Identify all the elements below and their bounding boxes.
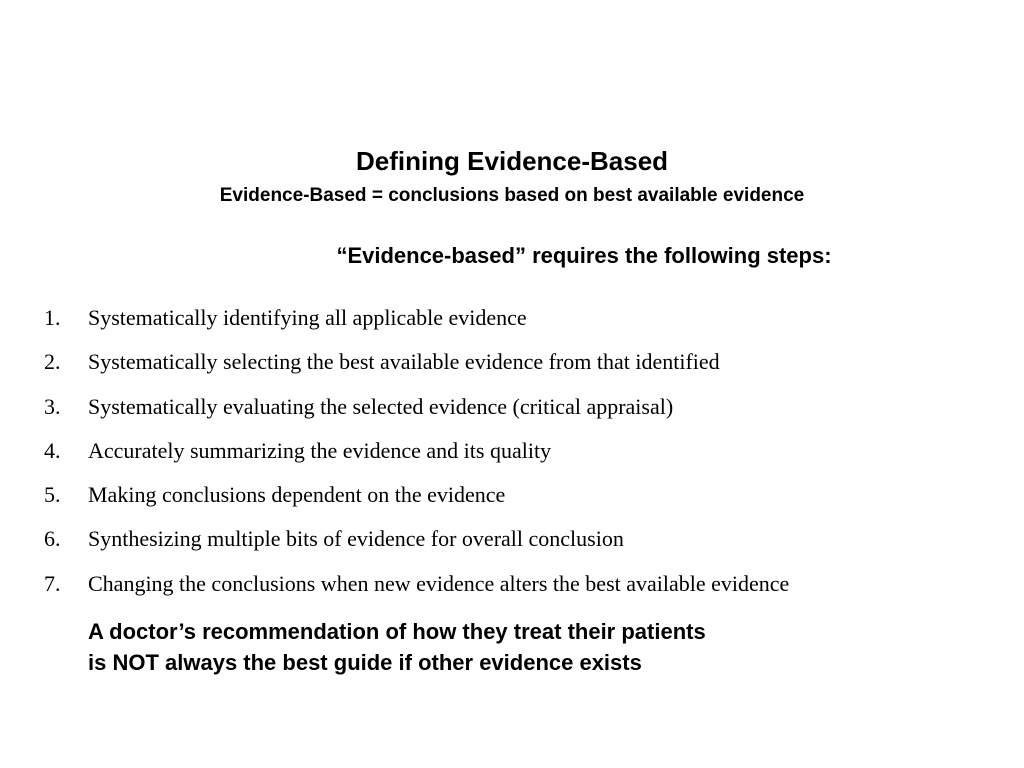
note-callout xyxy=(88,616,706,678)
note-line: A doctor’s recommendation of how they treat their patients xyxy=(88,619,706,644)
step-text: Synthesizing multiple bits of evidence for overall conclusion xyxy=(88,526,624,552)
slide-title: Defining Evidence-Based xyxy=(355,146,669,176)
note-line: is NOT always the best guide if other evidence exists xyxy=(88,650,642,675)
step-number: 6. xyxy=(44,526,61,552)
step-number: 4. xyxy=(44,437,61,463)
step-text: Systematically identifying all applicable evidence xyxy=(88,305,527,330)
slide-subtitle: Evidence-Based = conclusions based on best available evidence xyxy=(219,185,805,206)
step-number: 5. xyxy=(44,482,61,508)
step-text: Changing the conclusions when new evidence alters the best available evidence xyxy=(88,570,790,596)
step-text: Systematically selecting the best available evidence from that identified xyxy=(88,349,720,375)
step-number: 2. xyxy=(44,349,61,375)
step-text: Systematically evaluating the selected evidence (critical appraisal) xyxy=(88,393,674,419)
step-text: Accurately summarizing the evidence and its quality xyxy=(88,437,552,463)
step-text: Making conclusions dependent on the evidence xyxy=(88,482,506,508)
step-number: 7. xyxy=(44,570,61,596)
step-number: 1. xyxy=(44,305,61,330)
steps-heading: “Evidence-based” requires the following steps: xyxy=(336,243,832,268)
step-number: 3. xyxy=(44,393,61,419)
